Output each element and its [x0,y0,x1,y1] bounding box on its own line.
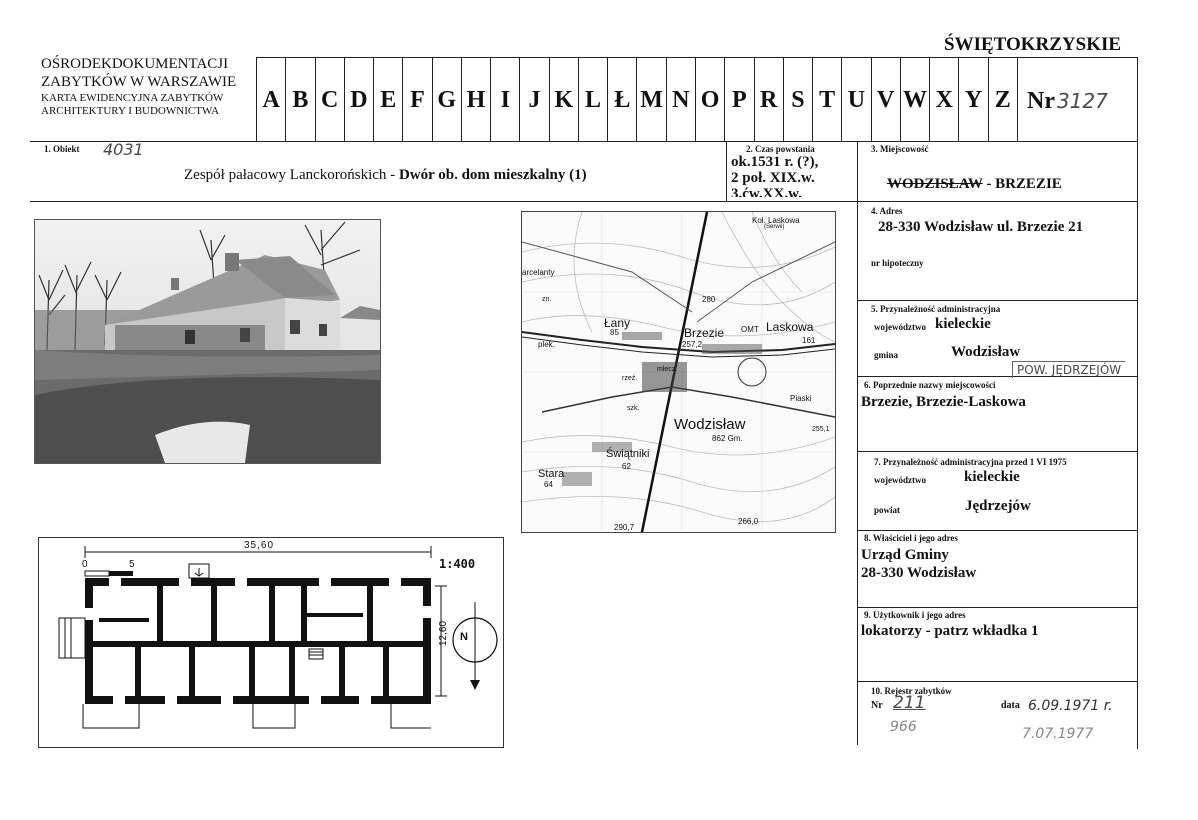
obiekt-name-plain: Zespół pałacowy Lanckorońskich - [184,167,399,183]
przynaleznosc-label: 5. Przynależność administracyjna [871,304,1001,314]
powiat-handwritten-note: POW. JĘDRZEJÓW [1012,361,1125,378]
wojewodztwo-label: województwo [874,322,926,332]
letter-cell: X [929,58,958,142]
map-label-serwa: (Serwii) [764,224,785,230]
institution-line2: ZABYTKÓW W WARSZAWIE [41,74,237,90]
map-label-64: 64 [544,480,553,489]
uzytkownik-value: lokatorzy - patrz wkładka 1 [861,623,1039,639]
wlasciciel-values [861,546,976,582]
map-label-62: 62 [622,462,631,471]
adres-value: 28-330 Wodzisław ul. Brzezie 21 [878,219,1084,235]
adres-label: 4. Adres [871,206,903,216]
letter-cell: C [315,58,344,142]
przed1975-label: 7. Przynależność administracyjna przed 1 VI 1975 [874,457,1067,467]
obiekt-label: 1. Obiekt [44,144,80,154]
poprzednie-value: Brzezie, Brzezie-Laskowa [861,394,1026,410]
map-label-kol-laskowa: Kol. Laskowa [752,216,800,225]
map-label-szk: szk. [627,405,640,412]
map-label-lany-h: 85 [610,328,619,337]
letter-cell: E [373,58,402,142]
rejestr-label: 10. Rejestr zabytków [871,686,952,696]
letter-cell: P [724,58,753,142]
plan-scale-0: 0 [82,559,88,570]
letter-cell: N [666,58,695,142]
letter-cell: L [578,58,607,142]
czas-values [731,154,818,197]
institution-line3: KARTA EWIDENCYJNA ZABYTKÓW [41,92,224,104]
map-label-brzezie: Brzezie [684,326,725,340]
nr-value: 3127 [1056,89,1108,113]
letter-cell: J [519,58,548,142]
czas-line2: 2 poł. XIX.w. [731,170,815,186]
wlasciciel-label: 8. Właściciel i jego adres [864,533,958,543]
map-label-257: 257,2 [682,340,703,349]
przed1975-pow-value: Jędrzejów [965,498,1031,514]
map-label-280: 280 [702,295,716,304]
letter-cell: Z [988,58,1017,142]
rejestr-nr2: 966 [890,719,917,735]
map-label-omt: OMT [741,325,759,334]
przed1975-woj-label: województwo [874,475,926,485]
czas-label: 2. Czas powstania [746,144,815,154]
institution-block [41,57,236,117]
plan-scale: 1:400 [439,557,476,571]
przed1975-woj-value: kieleckie [964,469,1020,485]
miejscowosc-rest: - BRZEZIE [982,176,1062,192]
hipoteczny-label: nr hipoteczny [871,258,924,268]
map-label-plek: plek. [538,340,555,349]
letter-cell: U [841,58,870,142]
wlasciciel-line1: Urząd Gminy [861,547,949,563]
map-label-255: 255,1 [812,426,830,433]
floor-plan [38,537,504,748]
north-icon: N [460,631,468,643]
map-label-zn: zn. [542,296,552,303]
letter-cell: O [695,58,724,142]
region-title: ŚWIĘTOKRZYSKIE [944,34,1122,55]
letter-cell: V [871,58,900,142]
map-label-mlecz: mlecz. [657,366,678,373]
topographic-map [521,211,836,533]
letter-cell: I [490,58,519,142]
letter-index-row [256,58,1017,142]
czas-line1: ok.1531 r. (?), [731,154,819,170]
rejestr-nr-value: 211 [893,693,926,713]
letter-cell: T [812,58,841,142]
building-photo [34,219,381,464]
map-label-gm: 862 Gm. [712,434,743,443]
map-label-290: 290,7 [614,523,635,532]
institution-line1: OŚRODEKDOKUMENTACJI [41,56,229,72]
letter-cell: M [636,58,665,142]
letter-cell: K [549,58,578,142]
obiekt-code: 4031 [103,140,144,159]
rejestr-data-label: data [1001,700,1020,711]
map-label-laskowa: Laskowa [766,320,814,334]
gmina-value: Wodzisław [951,344,1021,360]
plan-width: 12,60 [438,620,450,647]
nr-label: Nr [1027,88,1055,114]
institution-line4: ARCHITEKTURY I BUDOWNICTWA [41,105,220,117]
map-label-266: 266,0 [738,517,759,526]
letter-cell: Y [958,58,987,142]
gmina-label: gmina [874,350,899,360]
letter-cell: H [461,58,490,142]
letter-cell: G [432,58,461,142]
letter-cell: D [344,58,373,142]
letter-cell: W [900,58,929,142]
obiekt-name [184,167,587,184]
przed1975-pow-label: powiat [874,505,901,515]
miejscowosc-value [887,176,1062,193]
letter-cell: A [256,58,285,142]
map-label-piaski: Piaski [790,394,812,403]
map-label-161: 161 [802,336,816,345]
map-label-swiatniki: Świątniki [606,448,650,460]
poprzednie-label: 6. Poprzednie nazwy miejscowości [864,380,996,390]
rejestr-data2: 7.07.1977 [1022,726,1094,742]
letter-cell: B [285,58,314,142]
miejscowosc-struck: WODZISŁAW [887,176,983,192]
map-label-stara: Stara [538,468,565,480]
wlasciciel-line2: 28-330 Wodzisław [861,565,977,581]
registry-number [1027,88,1108,115]
letter-cell: Ł [607,58,636,142]
uzytkownik-label: 9. Użytkownik i jego adres [864,610,966,620]
wojewodztwo-value: kieleckie [935,316,991,332]
plan-length: 35,60 [244,540,275,551]
obiekt-name-bold: Dwór ob. dom mieszkalny (1) [398,167,587,183]
letter-cell: F [402,58,431,142]
map-label-lany: Łany [604,316,631,330]
rejestr-nr-label: Nr [871,700,883,711]
map-label-rzez: rzeź. [622,375,638,382]
letter-cell: R [754,58,783,142]
map-label-wodzislaw: Wodzisław [674,416,746,433]
plan-scale-5: 5 [129,559,135,570]
map-label-parcelanty: arcelanty [522,268,555,277]
miejscowosc-label: 3. Miejscowość [871,144,929,154]
czas-line3: 3.ćw.XX.w. [731,186,802,197]
letter-cell: S [783,58,812,142]
rejestr-data-value: 6.09.1971 r. [1028,698,1113,714]
